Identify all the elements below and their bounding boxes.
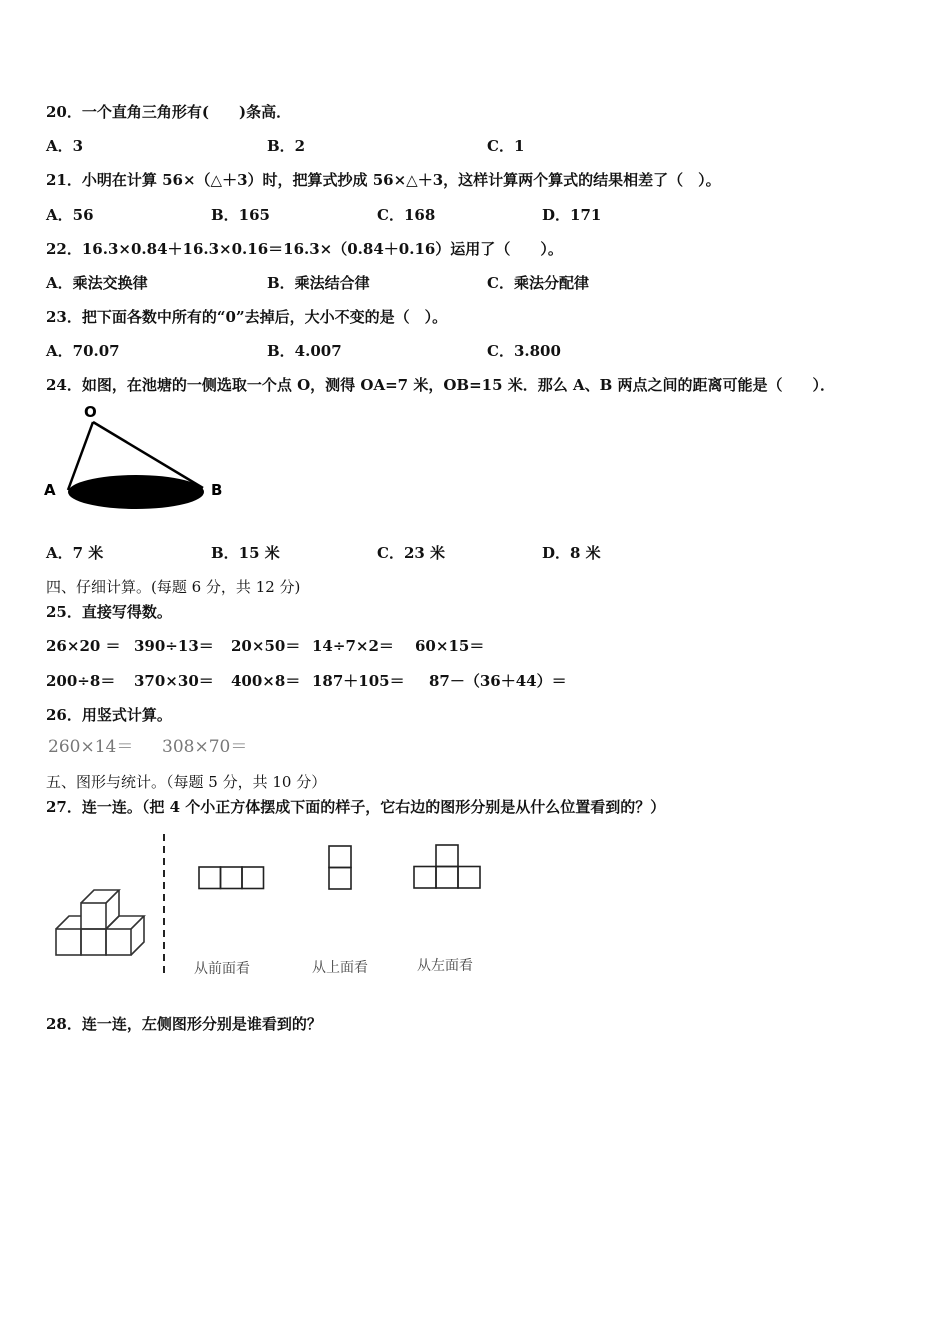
left-view-shape: [414, 845, 480, 888]
vertical-calc-item: 260×14＝: [48, 737, 134, 757]
option-c: C．乘法分配律: [487, 274, 589, 292]
option-d: D．171: [542, 206, 602, 224]
question-22: 22．16.3×0.84＋16.3×0.16＝16.3×（0.84＋0.16）运用了（ ）。: [46, 240, 563, 258]
calc-item: 400×8＝: [231, 672, 301, 690]
option-c: C．168: [377, 206, 436, 224]
question-27: 27．连一连。（把 4 个小正方体摆成下面的样子，它右边的图形分别是从什么位置看到的？）: [46, 798, 666, 816]
question-21: 21．小明在计算 56×（△＋3）时，把算式抄成 56×△＋3，这样计算两个算式的结果相差了（ ）。: [46, 171, 721, 189]
pond-diagram: [40, 400, 240, 520]
option-a: A．乘法交换律: [46, 274, 148, 292]
calc-item: 26×20 ＝: [46, 637, 121, 655]
label-a: A: [44, 481, 56, 499]
option-c: C．3.800: [487, 342, 561, 360]
option-b: B．4.007: [267, 342, 342, 360]
option-c: C．1: [487, 137, 525, 155]
calc-item: 87－（36＋44）＝: [429, 672, 567, 690]
view-label-front: 从前面看: [194, 961, 250, 977]
option-a: A．70.07: [46, 342, 120, 360]
question-25: 25．直接写得数。: [46, 603, 172, 621]
option-b: B．2: [267, 137, 306, 155]
calc-item: 187＋105＝: [312, 672, 405, 690]
calc-item: 370×30＝: [134, 672, 214, 690]
cube-stack-drawing: [56, 890, 144, 955]
option-b: B．165: [211, 206, 270, 224]
view-label-top: 从上面看: [312, 960, 368, 976]
vertical-calc-item: 308×70＝: [162, 737, 248, 757]
option-a: A．56: [46, 206, 94, 224]
question-26: 26．用竖式计算。: [46, 706, 172, 724]
option-b: B．乘法结合律: [267, 274, 370, 292]
option-d: D．8 米: [542, 544, 601, 562]
question-24: 24．如图，在池塘的一侧选取一个点 O，测得 OA=7 米，OB=15 米．那么 A、B 两点之间的距离可能是（ ）．: [46, 376, 835, 394]
calc-item: 60×15＝: [415, 637, 485, 655]
pond-shape: [68, 475, 204, 509]
section-4-heading: 四、仔细计算。(每题 6 分，共 12 分): [46, 578, 301, 596]
calc-item: 20×50＝: [231, 637, 301, 655]
section-5-heading: 五、图形与统计。（每题 5 分，共 10 分）: [46, 773, 327, 791]
view-label-left: 从左面看: [417, 958, 473, 974]
cube-views-diagram: [46, 828, 506, 983]
label-b: B: [211, 481, 223, 499]
option-b: B．15 米: [211, 544, 280, 562]
calc-item: 200÷8＝: [46, 672, 116, 690]
option-a: A．7 米: [46, 544, 104, 562]
option-a: A．3: [46, 137, 84, 155]
option-c: C．23 米: [377, 544, 446, 562]
calc-item: 14÷7×2＝: [312, 637, 394, 655]
label-o: O: [84, 403, 97, 421]
calc-item: 390÷13＝: [134, 637, 214, 655]
question-28: 28．连一连，左侧图形分别是谁看到的？: [46, 1015, 322, 1033]
question-20: 20．一个直角三角形有( )条高．: [46, 103, 292, 121]
top-view-shape: [329, 846, 351, 889]
question-23: 23．把下面各数中所有的“0”去掉后，大小不变的是（ ）。: [46, 308, 448, 326]
front-view-shape: [199, 867, 264, 889]
